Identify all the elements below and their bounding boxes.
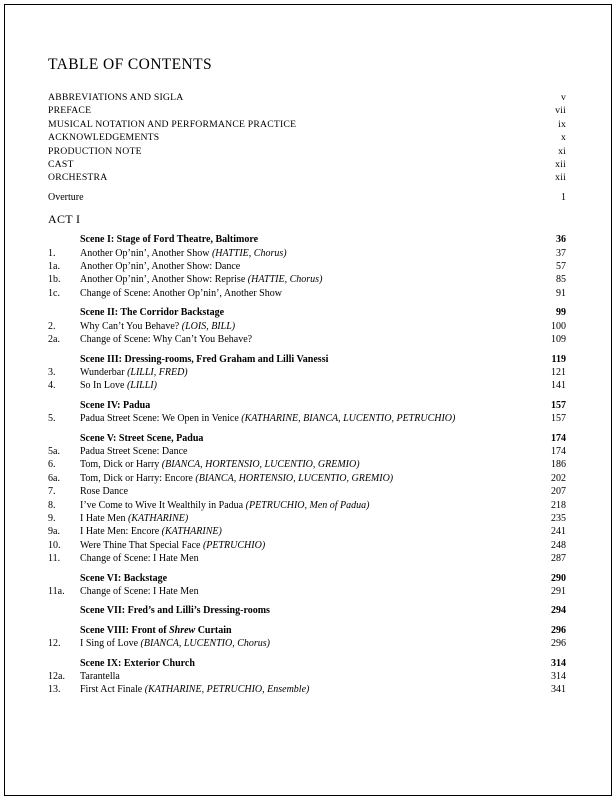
item-title [80,458,543,471]
item-title [80,412,543,425]
title-text: Another Op’nin’, Another Show: Reprise [80,274,248,286]
title-text: Scene VI: Backstage [80,572,168,584]
title-text: Scene VII: Fred’s and Lilli’s Dressing-rooms [80,605,270,617]
page-number: ix [558,118,566,130]
page-number: 91 [556,287,566,299]
song-row [48,458,566,471]
scene-heading-row [48,624,566,637]
act-heading: ACT I [48,212,81,227]
item-number: 4. [48,380,56,392]
character-names-text: (KATHARINE) [161,526,222,538]
front-matter-label: CAST [48,159,74,171]
title-text: Change of Scene: I Hate Men [80,586,199,597]
scene-heading-row [48,432,566,445]
character-names-text: (LILLI) [126,380,157,392]
scene-heading-row [48,306,566,319]
song-row [48,499,566,512]
page-number: 174 [551,445,566,457]
song-row [48,412,566,425]
item-title [80,247,548,260]
title-text: Padua Street Scene: We Open in Venice [80,413,242,425]
front-matter-row [48,145,566,158]
title-text: Scene V: Street Scene, Padua [80,432,204,444]
character-names-text: (KATHARINE, BIANCA, LUCENTIO, PETRUCHIO) [241,413,456,425]
overture-label: Overture [48,191,84,203]
page-number: 290 [551,572,566,584]
character-names-text: (HATTIE, Chorus) [247,274,323,286]
item-number: 11. [48,553,61,565]
scene-heading-row [48,399,566,412]
front-matter-label: ACKNOWLEDGEMENTS [48,132,160,144]
front-matter-row [48,158,566,171]
title-text: Change of Scene: I Hate Men [80,553,199,565]
song-row [48,539,566,552]
item-number: 9. [48,512,56,524]
title-text: Scene IX: Exterior Church [80,657,195,669]
item-number: 7. [48,486,56,498]
front-matter-row [48,118,566,131]
page-number: 100 [551,320,566,332]
song-row [48,683,566,696]
song-row [48,366,566,379]
toc-page [48,56,566,697]
item-title [80,445,543,458]
front-matter-label: PRODUCTION NOTE [48,145,142,157]
front-matter-label: ORCHESTRA [48,172,108,184]
title-text: Curtain [195,624,232,636]
page-number: xi [558,145,566,157]
item-title [80,539,543,552]
character-names-text: Shrew [169,624,196,636]
title-text: Tom, Dick or Harry [80,459,162,471]
title-text: Change of Scene: Another Op’nin’, Another Show [80,287,282,299]
song-row [48,637,566,650]
character-names-text: (BIANCA, HORTENSIO, LUCENTIO, GREMIO) [195,472,394,484]
page-number: 1 [561,191,566,203]
scene-heading-row [48,233,566,246]
title-text: I Sing of Love [80,638,141,650]
front-matter-row [48,104,566,117]
item-number: 13. [48,684,61,696]
song-row [48,379,566,392]
title-text: Change of Scene: Why Can’t You Behave? [80,334,253,346]
title-text: First Act Finale [80,684,145,696]
scene-heading [80,353,544,366]
item-title [80,670,543,683]
item-number: 1c. [48,287,60,299]
page-number: 207 [551,486,566,498]
scene-heading [80,399,543,412]
character-names-text: (LILLI, FRED) [127,366,188,378]
item-number: 8. [48,499,56,511]
item-title [80,472,543,485]
page-number: 218 [551,499,566,511]
item-title [80,333,543,346]
page-number: 296 [551,638,566,650]
scene-heading [80,306,548,319]
item-title [80,273,548,286]
title-text: Tom, Dick or Harry: Encore [80,472,196,484]
character-names-text: (PETRUCHIO, Men of Padua) [245,499,370,511]
overture-row [48,191,566,204]
title-text: Tarantella [80,671,120,683]
page-number: 241 [551,526,566,538]
front-matter-row [48,131,566,144]
page-number: 119 [551,353,566,365]
item-number: 2a. [48,334,60,346]
title-text: Padua Street Scene: Dance [80,445,188,457]
title-text: I Hate Men [80,512,129,524]
item-title [80,637,543,650]
scene-heading-row [48,657,566,670]
page-number: 248 [551,539,566,551]
item-title [80,287,548,300]
page-number: 174 [551,432,566,444]
page-number: 202 [551,472,566,484]
title-text: Another Op’nin’, Another Show [80,247,212,259]
page-number: 296 [551,624,566,636]
character-names-text: (KATHARINE) [128,512,189,524]
page-number: 287 [551,553,566,565]
front-matter-row [48,171,566,184]
item-title [80,683,543,696]
page-number: 109 [551,334,566,346]
page-number: xii [555,172,566,184]
page-number: 235 [551,512,566,524]
item-title [80,379,543,392]
page-number: 157 [551,413,566,425]
title-text: Scene IV: Padua [80,399,151,411]
title-text: Wunderbar [80,366,128,378]
scene-heading [80,432,543,445]
title-text: Scene VIII: Front of [80,624,170,636]
scene-heading-row [48,572,566,585]
page-number: 186 [551,459,566,471]
front-matter-row [48,91,566,104]
item-title [80,512,543,525]
item-number: 5a. [48,445,60,457]
page-number: 141 [551,380,566,392]
item-title [80,585,543,598]
song-row [48,670,566,683]
page-number: 121 [551,366,566,378]
page-number: 291 [551,586,566,597]
item-number: 9a. [48,526,60,538]
item-number: 1a. [48,261,60,273]
song-row [48,333,566,346]
song-row [48,445,566,458]
page-number: v [560,92,566,103]
song-row [48,472,566,485]
scene-heading [80,572,543,585]
scene-heading [80,624,543,637]
scene-heading-row [48,604,566,617]
item-number: 12a. [48,671,65,683]
item-number: 2. [48,320,56,332]
page-number: 294 [551,605,566,617]
character-names-text: (KATHARINE, PETRUCHIO, Ensemble) [144,684,310,696]
character-names-text: (HATTIE, Chorus) [211,247,287,259]
page-number: 314 [551,671,566,683]
page-number: vii [555,105,566,117]
item-title [80,499,543,512]
item-title [80,525,543,538]
scene-heading [80,233,548,246]
title-text: I Hate Men: Encore [80,526,162,538]
item-number: 5. [48,413,56,425]
page-number: 57 [556,261,566,273]
song-row [48,320,566,333]
front-matter-label: PREFACE [48,105,92,117]
item-number: 10. [48,539,61,551]
character-names-text: (BIANCA, LUCENTIO, Chorus) [140,638,270,650]
page-number: xii [555,159,566,171]
item-title [80,485,543,498]
item-number: 1b. [48,274,61,286]
front-matter-list [48,91,566,185]
title-text: I’ve Come to Wive It Wealthily in Padua [80,499,246,511]
title-text: Another Op’nin’, Another Show: Dance [80,261,241,273]
page-number: 99 [556,307,566,319]
front-matter-label: MUSICAL NOTATION AND PERFORMANCE PRACTICE [48,118,297,130]
page-number: 341 [551,684,566,696]
page-title: TABLE OF CONTENTS [48,56,213,73]
song-row [48,485,566,498]
page-number: 157 [551,399,566,411]
scenes-list [48,233,566,697]
title-text: Scene II: The Corridor Backstage [80,307,225,319]
song-row [48,552,566,565]
character-names-text: (LOIS, BILL) [181,320,236,332]
song-row [48,287,566,300]
song-row [48,525,566,538]
song-row [48,512,566,525]
item-number: 12. [48,638,61,650]
front-matter-label: ABBREVIATIONS AND SIGLA [48,92,184,103]
scene-heading [80,657,543,670]
page-number: 314 [551,657,566,669]
scene-heading [80,604,543,617]
item-number: 1. [48,247,56,259]
song-row [48,247,566,260]
page-number: 37 [556,247,566,259]
item-title [80,366,543,379]
item-number: 6a. [48,472,60,484]
item-title [80,552,543,565]
page-number: 85 [556,274,566,286]
item-title [80,260,548,273]
scene-heading-row [48,353,566,366]
item-number: 3. [48,366,56,378]
title-text: Scene I: Stage of Ford Theatre, Baltimore [80,234,259,246]
character-names-text: (PETRUCHIO) [202,539,266,551]
page-number: x [560,132,566,144]
page-number: 36 [556,234,566,246]
song-row [48,585,566,598]
item-number: 11a. [48,586,65,597]
title-text: Why Can’t You Behave? [80,320,182,332]
title-text: Scene III: Dressing-rooms, Fred Graham and Lilli Vanessi [80,353,329,365]
title-text: Rose Dance [80,486,129,498]
item-number: 6. [48,459,56,471]
title-text: Were Thine That Special Face [80,539,203,551]
song-row [48,260,566,273]
character-names-text: (BIANCA, HORTENSIO, LUCENTIO, GREMIO) [161,459,360,471]
song-row [48,273,566,286]
title-text: So In Love [80,380,127,392]
item-title [80,320,543,333]
